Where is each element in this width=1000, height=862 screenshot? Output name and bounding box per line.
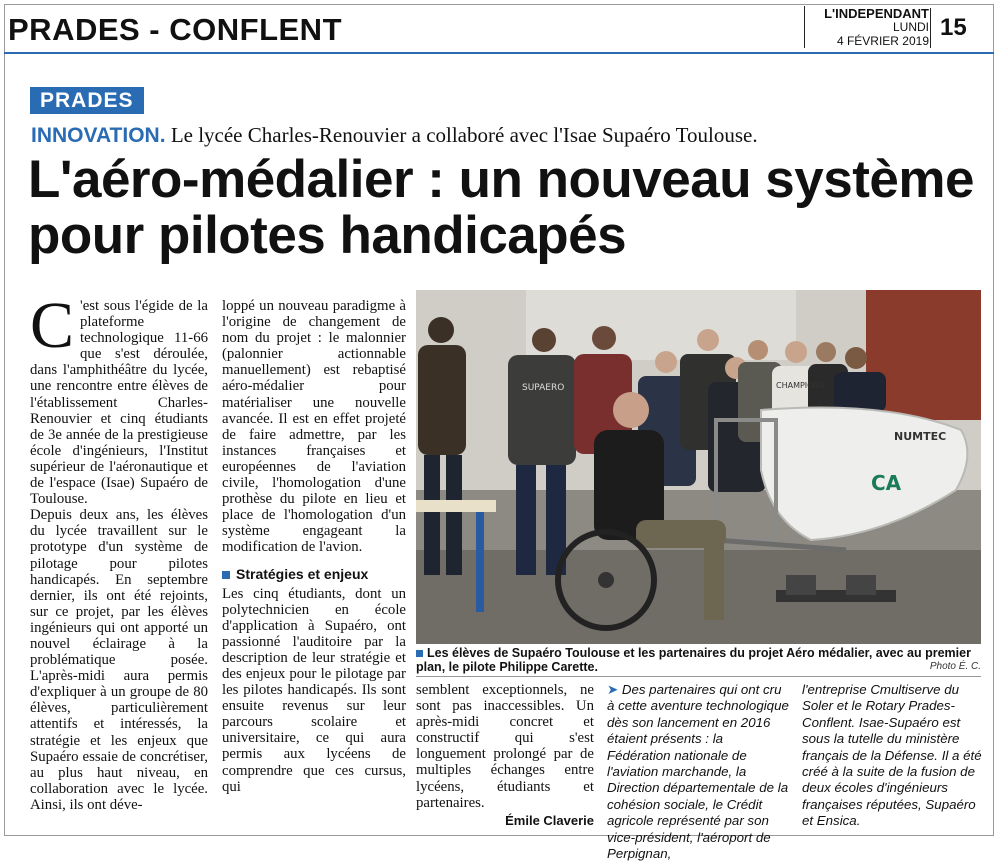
photo-illustration [416,290,981,644]
photo-caption [416,646,981,674]
caption-text: Les élèves de Supaéro Toulouse et les partenaires du projet Aéro médalier, avec au premier plan, le pilote Philippe Carette. [416,646,971,674]
bullet-square-icon [222,571,230,579]
article-column-3 [416,682,594,829]
article-kicker [31,123,758,148]
drop-cap: C [30,289,75,362]
page-number: 15 [940,14,967,41]
caption-divider [416,676,981,677]
publication-date: 4 FÉVRIER 2019 [836,34,929,48]
article-column-4 [607,682,789,862]
photo-logo-ca: CA [871,471,902,495]
article-headline: L'aéro-médalier : un nouveau système pour pilotes handicapés [28,150,974,265]
column-5-paragraph-1: l'entreprise Cmultiserve du Soler et le Rotary Prades-Conflent. Isae-Supaéro est sous la tutelle du ministère français de la Défense. Il a été créé à la suite de la fusion de deux écoles d'ingénieurs françaises réputées, Supaéro et Ensica. [802,682,982,829]
article-photo [416,290,981,644]
masthead-box [804,6,991,48]
column-2-paragraph-2: Les cinq étudiants, dont un polytechnicien en école d'application à Supaéro, ont passionné l'auditoire par la description de leur stratégie et des enjeux pour le pilotage par les pilotes handicapés. Ils sont ensuite revenus sur leur parcours scolaire et universitaire, ce qui aura permis aux lycéens de comprendre que ces cursus, qui [222,585,406,795]
photo-label-sweater: SUPAERO [522,383,565,393]
section-title: PRADES - CONFLENT [8,12,342,47]
kicker-text: Le lycée Charles-Renouvier a collaboré avec l'Isae Supaéro Toulouse. [165,123,758,147]
article-column-5 [802,682,982,830]
column-3-paragraph-1: semblent exceptionnels, ne sont pas inaccessibles. Un après-midi concret et constructif qui s'est longuement prolongé par de multiples échanges entre lycéens, étudiants et partenaires. [416,682,594,811]
publication-day: LUNDI [892,20,929,34]
photo-credit: Photo É. C. [929,661,981,672]
arrow-right-icon: ➤ [607,682,622,697]
kicker-lead: INNOVATION. [31,124,166,147]
header-rule [4,52,994,54]
photo-label-tshirt: CHAMPIONS [776,381,825,390]
article-column-1 [30,289,208,813]
location-tag: PRADES [30,87,144,114]
column-1-paragraph-1: 'est sous l'égide de la plateforme technologique 11-66 que s'est déroulée, dans l'amphithéâtre du lycée, une rencontre entre élèves de l'établissement Charles-Renouvier et cinq étudiants de 3e année de la prestigieuse école d'ingénieurs, l'Institut supérieur de l'aéronautique et de l'espace (Isae) Supaéro de Toulouse. [30,298,208,508]
column-1-paragraph-2: Depuis deux ans, les élèves du lycée travaillent sur le prototype d'un système de pilotage pour pilotes handicapés. En septembre dernier, ils ont été rejoints, sur ce projet, par les élèves ingénieurs qui ont apporté un nouvel éclairage à la problématique posée. L'après-midi aura permis d'expliquer à un groupe de 80 élèves, particulièrement attentifs et intéressés, la stratégie et les enjeux que Supaéro essaie de concrétiser, au plus haut niveau, en collaboration avec le lycée. Ainsi, ils ont déve- [30,507,208,813]
page-divider [930,8,931,48]
column-2-paragraph-1: loppé un nouveau paradigme à l'origine de changement de nom du projet : le malonnier (palonnier actionnable manuellement) est rebaptisé aéro-médalier pour matérialiser une nouvelle avancée. Il est en effet projeté de faire admettre, par les instances françaises et européennes de l'aviation civile, l'homologation d'une prothèse du pilote en lieu et place de l'homologation d'un système engageant la modification de l'avion. [222,298,406,556]
article-subhead [222,566,406,582]
photo-label-numtec: NUMTEC [894,430,947,443]
subhead-text: Stratégies et enjeux [236,565,369,582]
caption-bullet-icon [416,650,423,657]
newspaper-name: L'INDEPENDANT [824,6,929,21]
column-4-paragraph-1: Des partenaires qui ont cru à cette aventure technologique dès son lancement en 2016 étaient présents : la Fédération nationale de l'aviation marchande, la Direction départementale de la cohésion sociale, le Crédit agricole représenté par son vice-président, l'aéroport de Perpignan, [607,682,789,862]
article-author: Émile Claverie [505,812,594,828]
article-column-2 [222,298,406,795]
